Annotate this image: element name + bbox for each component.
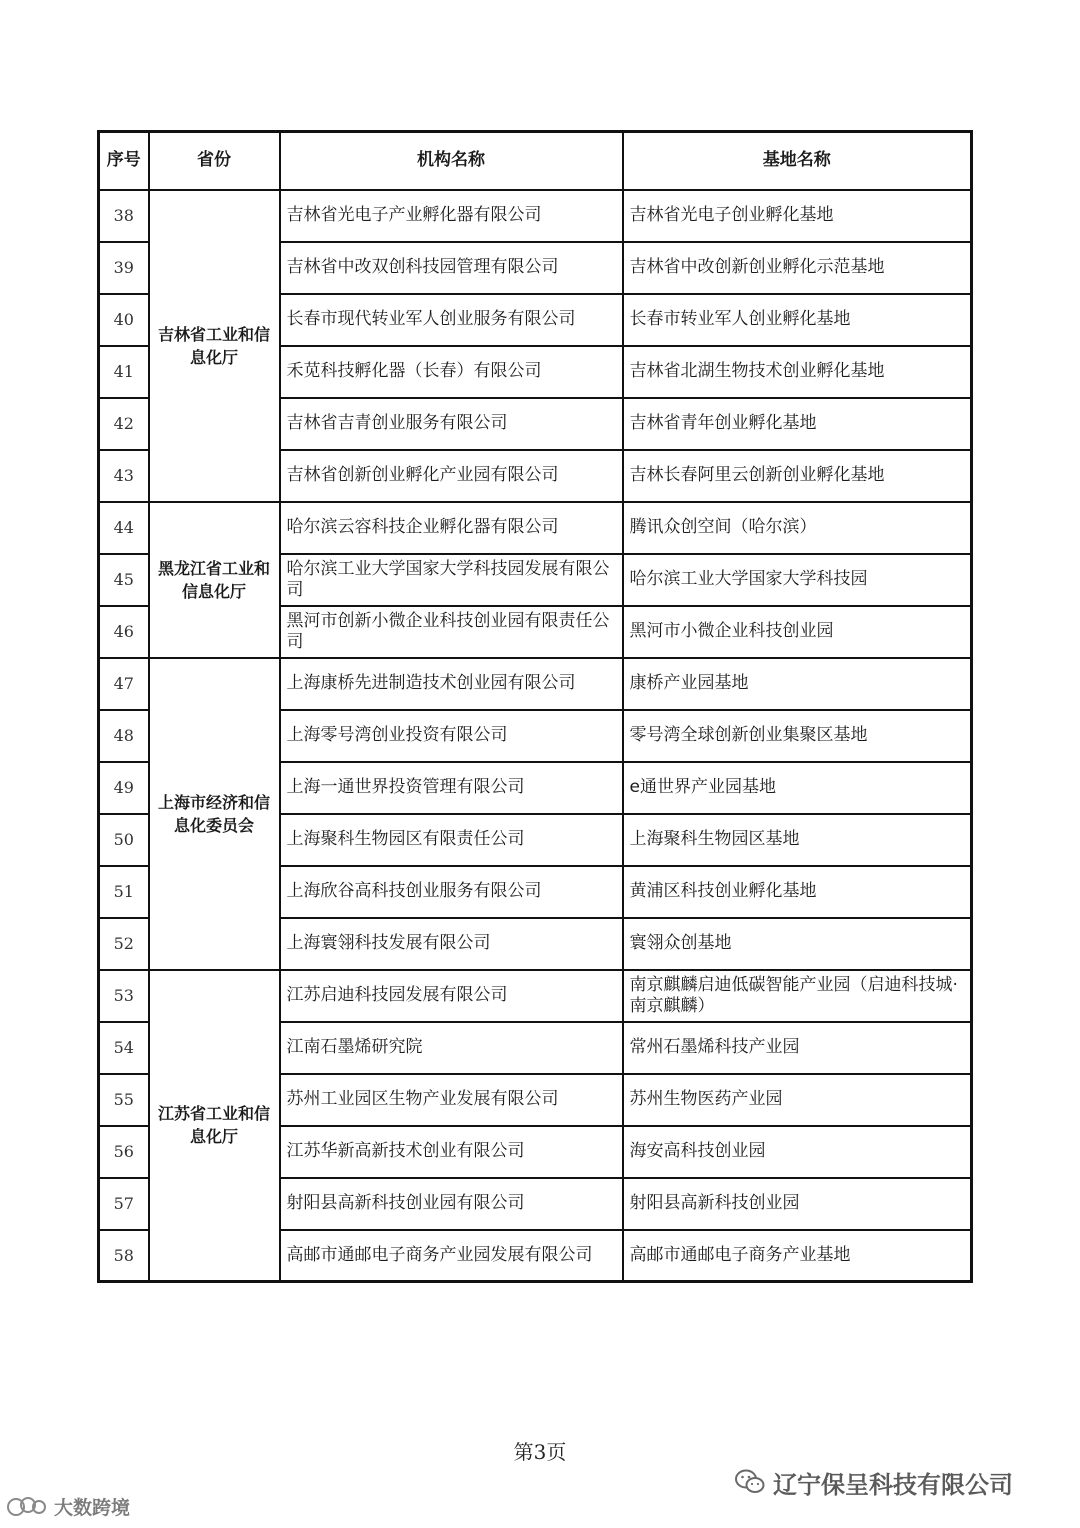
row-number: 55 bbox=[99, 1074, 149, 1126]
base-name-cell: 射阳县高新科技创业园 bbox=[623, 1178, 972, 1230]
row-number: 52 bbox=[99, 918, 149, 970]
org-name-cell: 哈尔滨工业大学国家大学科技园发展有限公司 bbox=[280, 554, 623, 606]
org-name-cell: 上海欣谷高科技创业服务有限公司 bbox=[280, 866, 623, 918]
incubator-table bbox=[97, 130, 973, 1283]
base-name-cell: 吉林省光电子创业孵化基地 bbox=[623, 190, 972, 242]
org-name-cell: 上海零号湾创业投资有限公司 bbox=[280, 710, 623, 762]
org-name-cell: 苏州工业园区生物产业发展有限公司 bbox=[280, 1074, 623, 1126]
province-cell: 江苏省工业和信息化厅 bbox=[149, 970, 280, 1282]
row-number: 38 bbox=[99, 190, 149, 242]
province-cell: 上海市经济和信息化委员会 bbox=[149, 658, 280, 970]
row-number: 48 bbox=[99, 710, 149, 762]
base-name-cell: 南京麒麟启迪低碳智能产业园（启迪科技城·南京麒麟） bbox=[623, 970, 972, 1022]
header-org: 机构名称 bbox=[280, 132, 623, 190]
row-number: 41 bbox=[99, 346, 149, 398]
watermark-company-text: 辽宁保呈科技有限公司 bbox=[773, 1470, 1013, 1499]
row-number: 47 bbox=[99, 658, 149, 710]
row-number: 51 bbox=[99, 866, 149, 918]
base-name-cell: 吉林省北湖生物技术创业孵化基地 bbox=[623, 346, 972, 398]
org-name-cell: 上海寰翎科技发展有限公司 bbox=[280, 918, 623, 970]
org-name-cell: 江苏华新高新技术创业有限公司 bbox=[280, 1126, 623, 1178]
row-number: 56 bbox=[99, 1126, 149, 1178]
base-name-cell: 上海聚科生物园区基地 bbox=[623, 814, 972, 866]
row-number: 43 bbox=[99, 450, 149, 502]
base-name-cell: 常州石墨烯科技产业园 bbox=[623, 1022, 972, 1074]
watermark-brand-text: 大数跨境 bbox=[54, 1496, 131, 1519]
org-name-cell: 哈尔滨云容科技企业孵化器有限公司 bbox=[280, 502, 623, 554]
header-no: 序号 bbox=[99, 132, 149, 190]
org-name-cell: 射阳县高新科技创业园有限公司 bbox=[280, 1178, 623, 1230]
row-number: 44 bbox=[99, 502, 149, 554]
province-cell: 黑龙江省工业和信息化厅 bbox=[149, 502, 280, 658]
page-number: 第3页 bbox=[513, 1440, 567, 1464]
row-number: 39 bbox=[99, 242, 149, 294]
base-name-cell: 腾讯众创空间（哈尔滨） bbox=[623, 502, 972, 554]
header-base: 基地名称 bbox=[623, 132, 972, 190]
org-name-cell: 长春市现代转业军人创业服务有限公司 bbox=[280, 294, 623, 346]
row-number: 45 bbox=[99, 554, 149, 606]
base-name-cell: 长春市转业军人创业孵化基地 bbox=[623, 294, 972, 346]
row-number: 58 bbox=[99, 1230, 149, 1282]
row-number: 49 bbox=[99, 762, 149, 814]
base-name-cell: 哈尔滨工业大学国家大学科技园 bbox=[623, 554, 972, 606]
row-number: 57 bbox=[99, 1178, 149, 1230]
base-name-cell: 康桥产业园基地 bbox=[623, 658, 972, 710]
wechat-icon bbox=[735, 1469, 765, 1495]
table-body bbox=[99, 190, 972, 1282]
org-name-cell: 江苏启迪科技园发展有限公司 bbox=[280, 970, 623, 1022]
org-name-cell: 吉林省中改双创科技园管理有限公司 bbox=[280, 242, 623, 294]
base-name-cell: 海安高科技创业园 bbox=[623, 1126, 972, 1178]
org-name-cell: 吉林省吉青创业服务有限公司 bbox=[280, 398, 623, 450]
base-name-cell: 苏州生物医药产业园 bbox=[623, 1074, 972, 1126]
row-number: 54 bbox=[99, 1022, 149, 1074]
base-name-cell: 吉林省中改创新创业孵化示范基地 bbox=[623, 242, 972, 294]
table-header-row bbox=[99, 132, 972, 190]
row-number: 50 bbox=[99, 814, 149, 866]
org-name-cell: 吉林省光电子产业孵化器有限公司 bbox=[280, 190, 623, 242]
watermark-brand bbox=[6, 1492, 130, 1520]
base-name-cell: 吉林长春阿里云创新创业孵化基地 bbox=[623, 450, 972, 502]
watermark-company bbox=[735, 1467, 1013, 1497]
province-cell: 吉林省工业和信息化厅 bbox=[149, 190, 280, 502]
org-name-cell: 吉林省创新创业孵化产业园有限公司 bbox=[280, 450, 623, 502]
weibo-icon bbox=[6, 1494, 48, 1518]
base-name-cell: 黑河市小微企业科技创业园 bbox=[623, 606, 972, 658]
base-name-cell: 零号湾全球创新创业集聚区基地 bbox=[623, 710, 972, 762]
org-name-cell: 高邮市通邮电子商务产业园发展有限公司 bbox=[280, 1230, 623, 1282]
row-number: 53 bbox=[99, 970, 149, 1022]
org-name-cell: 上海聚科生物园区有限责任公司 bbox=[280, 814, 623, 866]
base-name-cell: e通世界产业园基地 bbox=[623, 762, 972, 814]
org-name-cell: 江南石墨烯研究院 bbox=[280, 1022, 623, 1074]
org-name-cell: 上海康桥先进制造技术创业园有限公司 bbox=[280, 658, 623, 710]
org-name-cell: 禾苋科技孵化器（长春）有限公司 bbox=[280, 346, 623, 398]
base-name-cell: 寰翎众创基地 bbox=[623, 918, 972, 970]
row-number: 40 bbox=[99, 294, 149, 346]
header-province: 省份 bbox=[149, 132, 280, 190]
table-row bbox=[99, 970, 972, 1022]
table-row bbox=[99, 658, 972, 710]
table-row bbox=[99, 190, 972, 242]
base-name-cell: 黄浦区科技创业孵化基地 bbox=[623, 866, 972, 918]
base-name-cell: 高邮市通邮电子商务产业基地 bbox=[623, 1230, 972, 1282]
org-name-cell: 黑河市创新小微企业科技创业园有限责任公司 bbox=[280, 606, 623, 658]
row-number: 42 bbox=[99, 398, 149, 450]
row-number: 46 bbox=[99, 606, 149, 658]
table-row bbox=[99, 502, 972, 554]
org-name-cell: 上海一通世界投资管理有限公司 bbox=[280, 762, 623, 814]
base-name-cell: 吉林省青年创业孵化基地 bbox=[623, 398, 972, 450]
